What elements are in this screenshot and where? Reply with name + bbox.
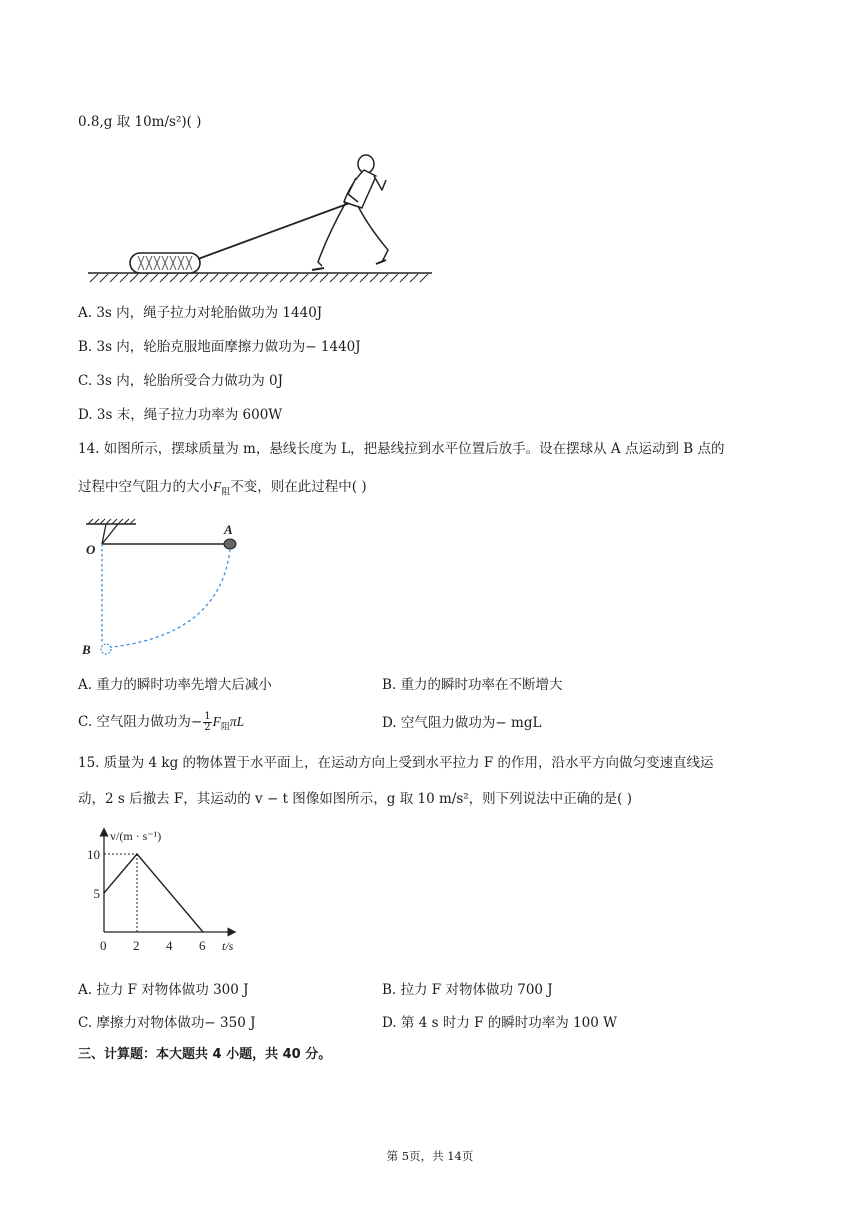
q15-stem-line1: 15. 质量为 4 kg 的物体置于水平面上，在运动方向上受到水平拉力 F 的作用，沿水平方向做匀变速直线运 [78,755,714,771]
x-tick-label: 4 [166,938,173,953]
section-heading: 三、计算题：本大题共 4 小题，共 40 分。 [78,1047,332,1062]
x-tick-label: 0 [100,938,107,953]
page-footer: 第 5页，共 14页 [386,1149,474,1163]
runner-tire-figure [86,150,434,286]
q14-stem-line2: 过程中空气阻力的大小$F_阻$不变，则在此过程中( ) [78,479,367,498]
q15-option-c: C. 摩擦力对物体做功− 350 J [78,1015,256,1031]
q15-option-d: D. 第 4 s 时力 F 的瞬时功率为 100 W [382,1015,617,1031]
q15-stem-line2: 动，2 s 后撤去 F，其运动的 v − t 图像如图所示，g 取 10 m/s²，则下列说法中正确的是( ) [78,791,632,807]
q13-option-c: C. 3s 内，轮胎所受合力做功为 0J [78,373,284,389]
label-a: A [224,522,233,537]
q13-option-b: B. 3s 内，轮胎克服地面摩擦力做功为− 1440J [78,339,361,355]
q14-option-d: D. 空气阻力做功为− mgL [382,715,542,731]
q14-option-b: B. 重力的瞬时功率在不断增大 [382,677,563,693]
q14-option-a: A. 重力的瞬时功率先增大后减小 [78,677,272,693]
pendulum-figure [80,518,250,662]
q13-option-a: A. 3s 内，绳子拉力对轮胎做功为 1440J [78,305,323,321]
series-line [104,854,203,932]
vt-chart [84,824,264,960]
data-point [202,931,204,933]
y-axis-label: v/(m · s⁻¹) [110,829,162,843]
label-b: B [82,642,91,657]
x-axis-label: t/s [222,939,234,953]
q15-option-a: A. 拉力 F 对物体做功 300 J [78,982,249,998]
q14-option-c: C. 空气阻力做功为− $\frac{1}{2}$ $F_阻\pi L$ [78,711,245,733]
y-tick-label: 5 [93,886,100,901]
data-point [103,892,105,894]
q13-stem-tail: 0.8,g 取 10m/s²)( ) [78,114,202,130]
x-tick-label: 6 [199,938,206,953]
q14-stem-line1: 14. 如图所示，摆球质量为 m，悬线长度为 L，把悬线拉到水平位置后放手。设在摆球从 A 点运动到 B 点的 [78,441,725,457]
label-o: O [86,542,96,557]
q13-option-d: D. 3s 末，绳子拉力功率为 600W [78,407,283,423]
q15-option-b: B. 拉力 F 对物体做功 700 J [382,982,553,998]
x-tick-label: 2 [133,938,140,953]
data-point [136,853,138,855]
y-tick-label: 10 [87,847,100,862]
